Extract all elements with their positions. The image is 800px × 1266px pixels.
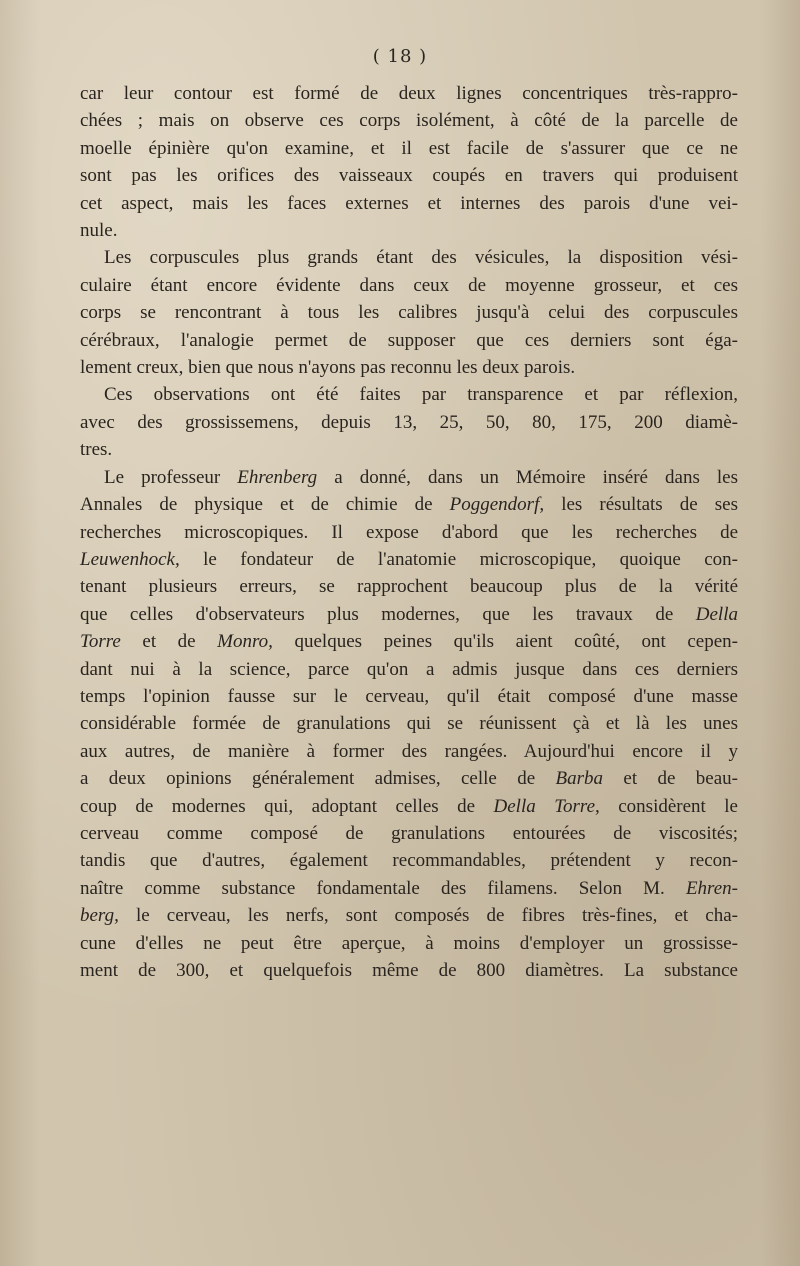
text-line: Ces observations ont été faites par transparence et par réflexion,	[104, 384, 738, 406]
text-line: Les corpuscules plus grands étant des vésicules, la disposition vési-	[104, 247, 738, 269]
text-line: car leur contour est formé de deux lignes concentriques très-rappro-	[80, 83, 738, 104]
text-line: considérable formée de granulations qui se réunissent çà et là les unes	[80, 713, 738, 735]
body-text	[80, 80, 738, 984]
text-line: tandis que d'autres, également recommandables, prétendent y recon-	[80, 850, 738, 872]
italic-name: Della	[695, 603, 738, 625]
page-number: ( 18 )	[372, 46, 428, 67]
text-line: corps se rencontrant à tous les calibres jusqu'à celui des corpuscules	[80, 302, 738, 324]
text-line: moelle épinière qu'on examine, et il est facile de s'assurer que ce ne	[80, 137, 738, 159]
text-line: Annales de physique et de chimie de Poggendorf, les résultats de ses	[80, 494, 738, 516]
text-line: cet aspect, mais les faces externes et internes des parois d'une vei-	[80, 192, 738, 214]
italic-name: Torre	[80, 631, 121, 653]
italic-name: Ehren-	[685, 877, 738, 899]
italic-name: Barba	[555, 768, 604, 790]
text-line: dant nui à la science, parce qu'on a admis jusque dans ces derniers	[80, 658, 738, 680]
paragraph-4	[80, 464, 738, 985]
text-line: cérébraux, l'analogie permet de supposer que ces derniers sont éga-	[80, 329, 738, 351]
text-line: avec des grossissemens, depuis 13, 25, 50, 80, 175, 200 diamè-	[80, 411, 738, 433]
text-line: nule.	[80, 220, 118, 242]
italic-name: Leuwenhock,	[80, 548, 180, 570]
paragraph-3	[80, 381, 738, 463]
italic-name: Poggendorf,	[449, 494, 545, 516]
text-line: aux autres, de manière à former des rangées. Aujourd'hui encore il y	[80, 740, 738, 762]
text-line: Torre et de Monro, quelques peines qu'ils aient coûté, ont cepen-	[80, 631, 738, 653]
italic-name: berg,	[80, 905, 119, 927]
text-line: chées ; mais on observe ces corps isolément, à côté de la parcelle de	[80, 110, 738, 132]
text-line: lement creux, bien que nous n'ayons pas reconnu les deux parois.	[80, 357, 576, 379]
text-line: coup de modernes qui, adoptant celles de Della Torre, considèrent le	[80, 795, 738, 817]
paragraph-1	[80, 80, 738, 244]
text-line: ment de 300, et quelquefois même de 800 diamètres. La substance	[80, 960, 738, 981]
text-line: naître comme substance fondamentale des filamens. Selon M. Ehren-	[80, 877, 738, 899]
italic-name: Ehrenberg	[237, 466, 318, 488]
text-line: temps l'opinion fausse sur le cerveau, qu'il était composé d'une masse	[80, 685, 738, 707]
paragraph-2	[80, 244, 738, 381]
text-line: berg, le cerveau, les nerfs, sont composés de fibres très-fines, et cha-	[80, 905, 738, 927]
italic-name: Della Torre,	[493, 795, 600, 817]
text-line: Leuwenhock, le fondateur de l'anatomie microscopique, quoique con-	[80, 548, 738, 570]
text-line: Le professeur Ehrenberg a donné, dans un Mémoire inséré dans les	[104, 466, 738, 488]
italic-name: Monro,	[217, 631, 273, 653]
text-line: que celles d'observateurs plus modernes, que les travaux de Della	[80, 603, 738, 625]
text-line: sont pas les orifices des vaisseaux coupés en travers qui produisent	[80, 165, 738, 187]
text-line: recherches microscopiques. Il expose d'abord que les recherches de	[80, 521, 738, 543]
text-line: cerveau comme composé de granulations entourées de viscosités;	[80, 822, 738, 844]
text-line: culaire étant encore évidente dans ceux de moyenne grosseur, et ces	[80, 274, 738, 296]
text-line: a deux opinions généralement admises, celle de Barba et de beau-	[80, 768, 738, 790]
text-line: cune d'elles ne peut être aperçue, à moins d'employer un grossisse-	[80, 932, 738, 954]
text-line: tenant plusieurs erreurs, se rapprochent beaucoup plus de la vérité	[80, 576, 738, 598]
text-line: tres.	[80, 439, 113, 461]
